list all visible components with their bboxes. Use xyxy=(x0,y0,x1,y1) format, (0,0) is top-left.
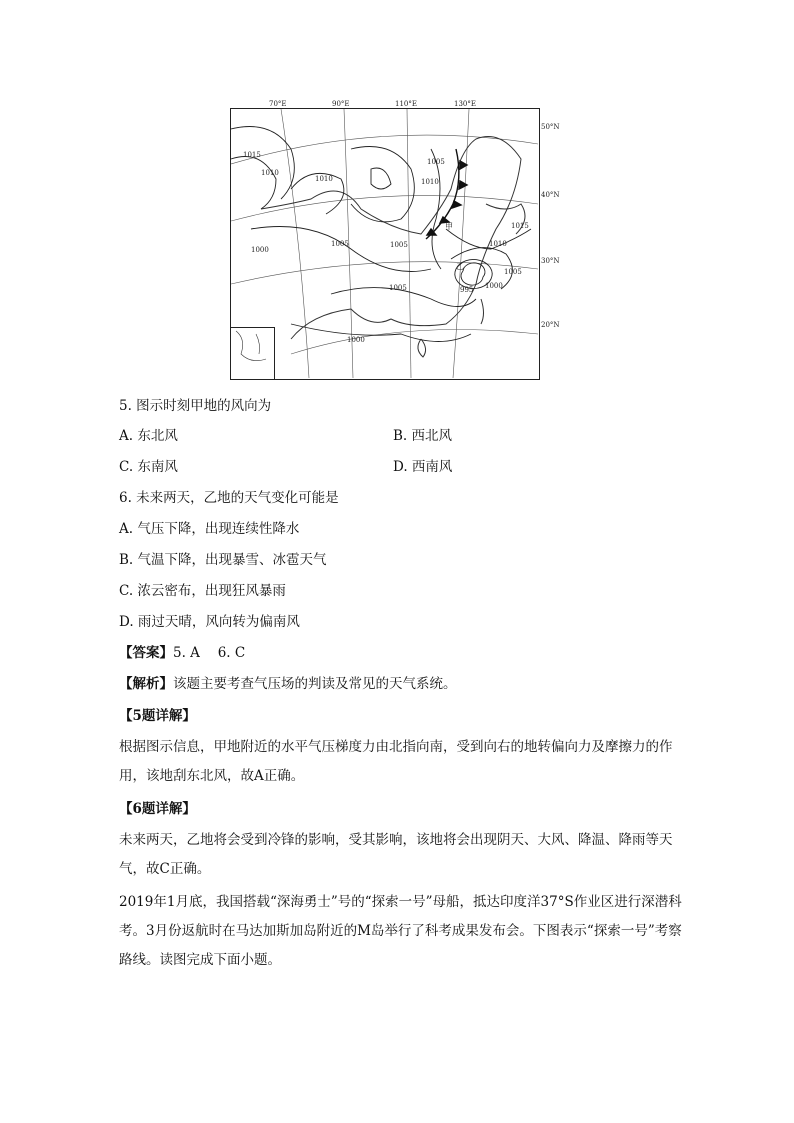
detail-6-text: 未来两天，乙地将会受到冷锋的影响，受其影响，该地将会出现阴天、大风、降温、降雨等天气，故C正确。 xyxy=(119,832,673,877)
isobar-value: 1005 xyxy=(331,240,349,248)
isobar-value: 1010 xyxy=(315,175,333,183)
question-6-option-d: D. 雨过天晴，风向转为偏南风 xyxy=(119,614,300,630)
isobar-value: 1000 xyxy=(347,336,365,344)
lon-label-90e: 90°E xyxy=(332,100,350,108)
isobar-value: 1005 xyxy=(427,158,445,166)
analysis-text: 该题主要考查气压场的判读及常见的天气系统。 xyxy=(173,676,457,692)
isobar-value: 1010 xyxy=(421,178,439,186)
isobar-value: 1005 xyxy=(389,284,407,292)
isobar-value: 1010 xyxy=(489,240,507,248)
weather-map xyxy=(230,100,560,380)
isobar-value: 1010 xyxy=(261,169,279,177)
question-5-option-c: C. 东南风 xyxy=(119,459,178,475)
question-6-option-c: C. 浓云密布，出现狂风暴雨 xyxy=(119,583,286,599)
isobar-value: 1000 xyxy=(251,246,269,254)
question-6-option-b: B. 气温下降，出现暴雪、冰雹天气 xyxy=(119,552,327,568)
answer-text: 5. A 6. C xyxy=(173,645,246,661)
analysis-label: 【解析】 xyxy=(119,676,173,692)
answer-label: 【答案】 xyxy=(119,645,173,661)
lat-label-30n: 30°N xyxy=(541,257,560,265)
question-6-option-a: A. 气压下降，出现连续性降水 xyxy=(119,521,300,537)
detail-6-label: 【6题详解】 xyxy=(119,801,196,817)
lat-label-50n: 50°N xyxy=(541,123,560,131)
isobar-value: 1015 xyxy=(511,222,529,230)
isobar-value: 1015 xyxy=(243,151,261,159)
isobar-value: 1000 xyxy=(485,282,503,290)
south-china-sea-inset xyxy=(231,327,275,379)
isobar-value: 995 xyxy=(460,286,474,294)
place-jia-marker: 甲 xyxy=(445,222,453,231)
analysis-line xyxy=(119,674,457,694)
isobar-value: 1005 xyxy=(504,268,522,276)
question-5-option-a: A. 东北风 xyxy=(119,428,178,444)
detail-5-text: 根据图示信息，甲地附近的水平气压梯度力由北指向南，受到向右的地转偏向力及摩擦力的作用，该地刮东北风，故A正确。 xyxy=(119,739,673,784)
next-question-intro: 2019年1月底，我国搭载“深海勇士”号的“探索一号”母船，抵达印度洋37°S作业区进行深潜科考。3月份返航时在马达加斯加岛附近的M岛举行了科考成果发布会。下图表示“探索一号”考察路线。读图完成下面小题。 xyxy=(119,894,682,968)
lon-label-110e: 110°E xyxy=(395,100,417,108)
place-yi-marker: 乙 xyxy=(456,262,464,271)
question-5-stem: 5. 图示时刻甲地的风向为 xyxy=(119,398,272,414)
question-5-option-b: B. 西北风 xyxy=(393,428,453,444)
answer-line xyxy=(119,643,245,663)
lat-label-40n: 40°N xyxy=(541,191,560,199)
detail-5-label: 【5题详解】 xyxy=(119,708,196,724)
question-5-option-d: D. 西南风 xyxy=(393,459,453,475)
question-6-stem: 6. 未来两天，乙地的天气变化可能是 xyxy=(119,490,339,506)
lat-label-20n: 20°N xyxy=(541,321,560,329)
isobar-value: 1005 xyxy=(390,241,408,249)
lon-label-70e: 70°E xyxy=(269,100,287,108)
lon-label-130e: 130°E xyxy=(454,100,476,108)
